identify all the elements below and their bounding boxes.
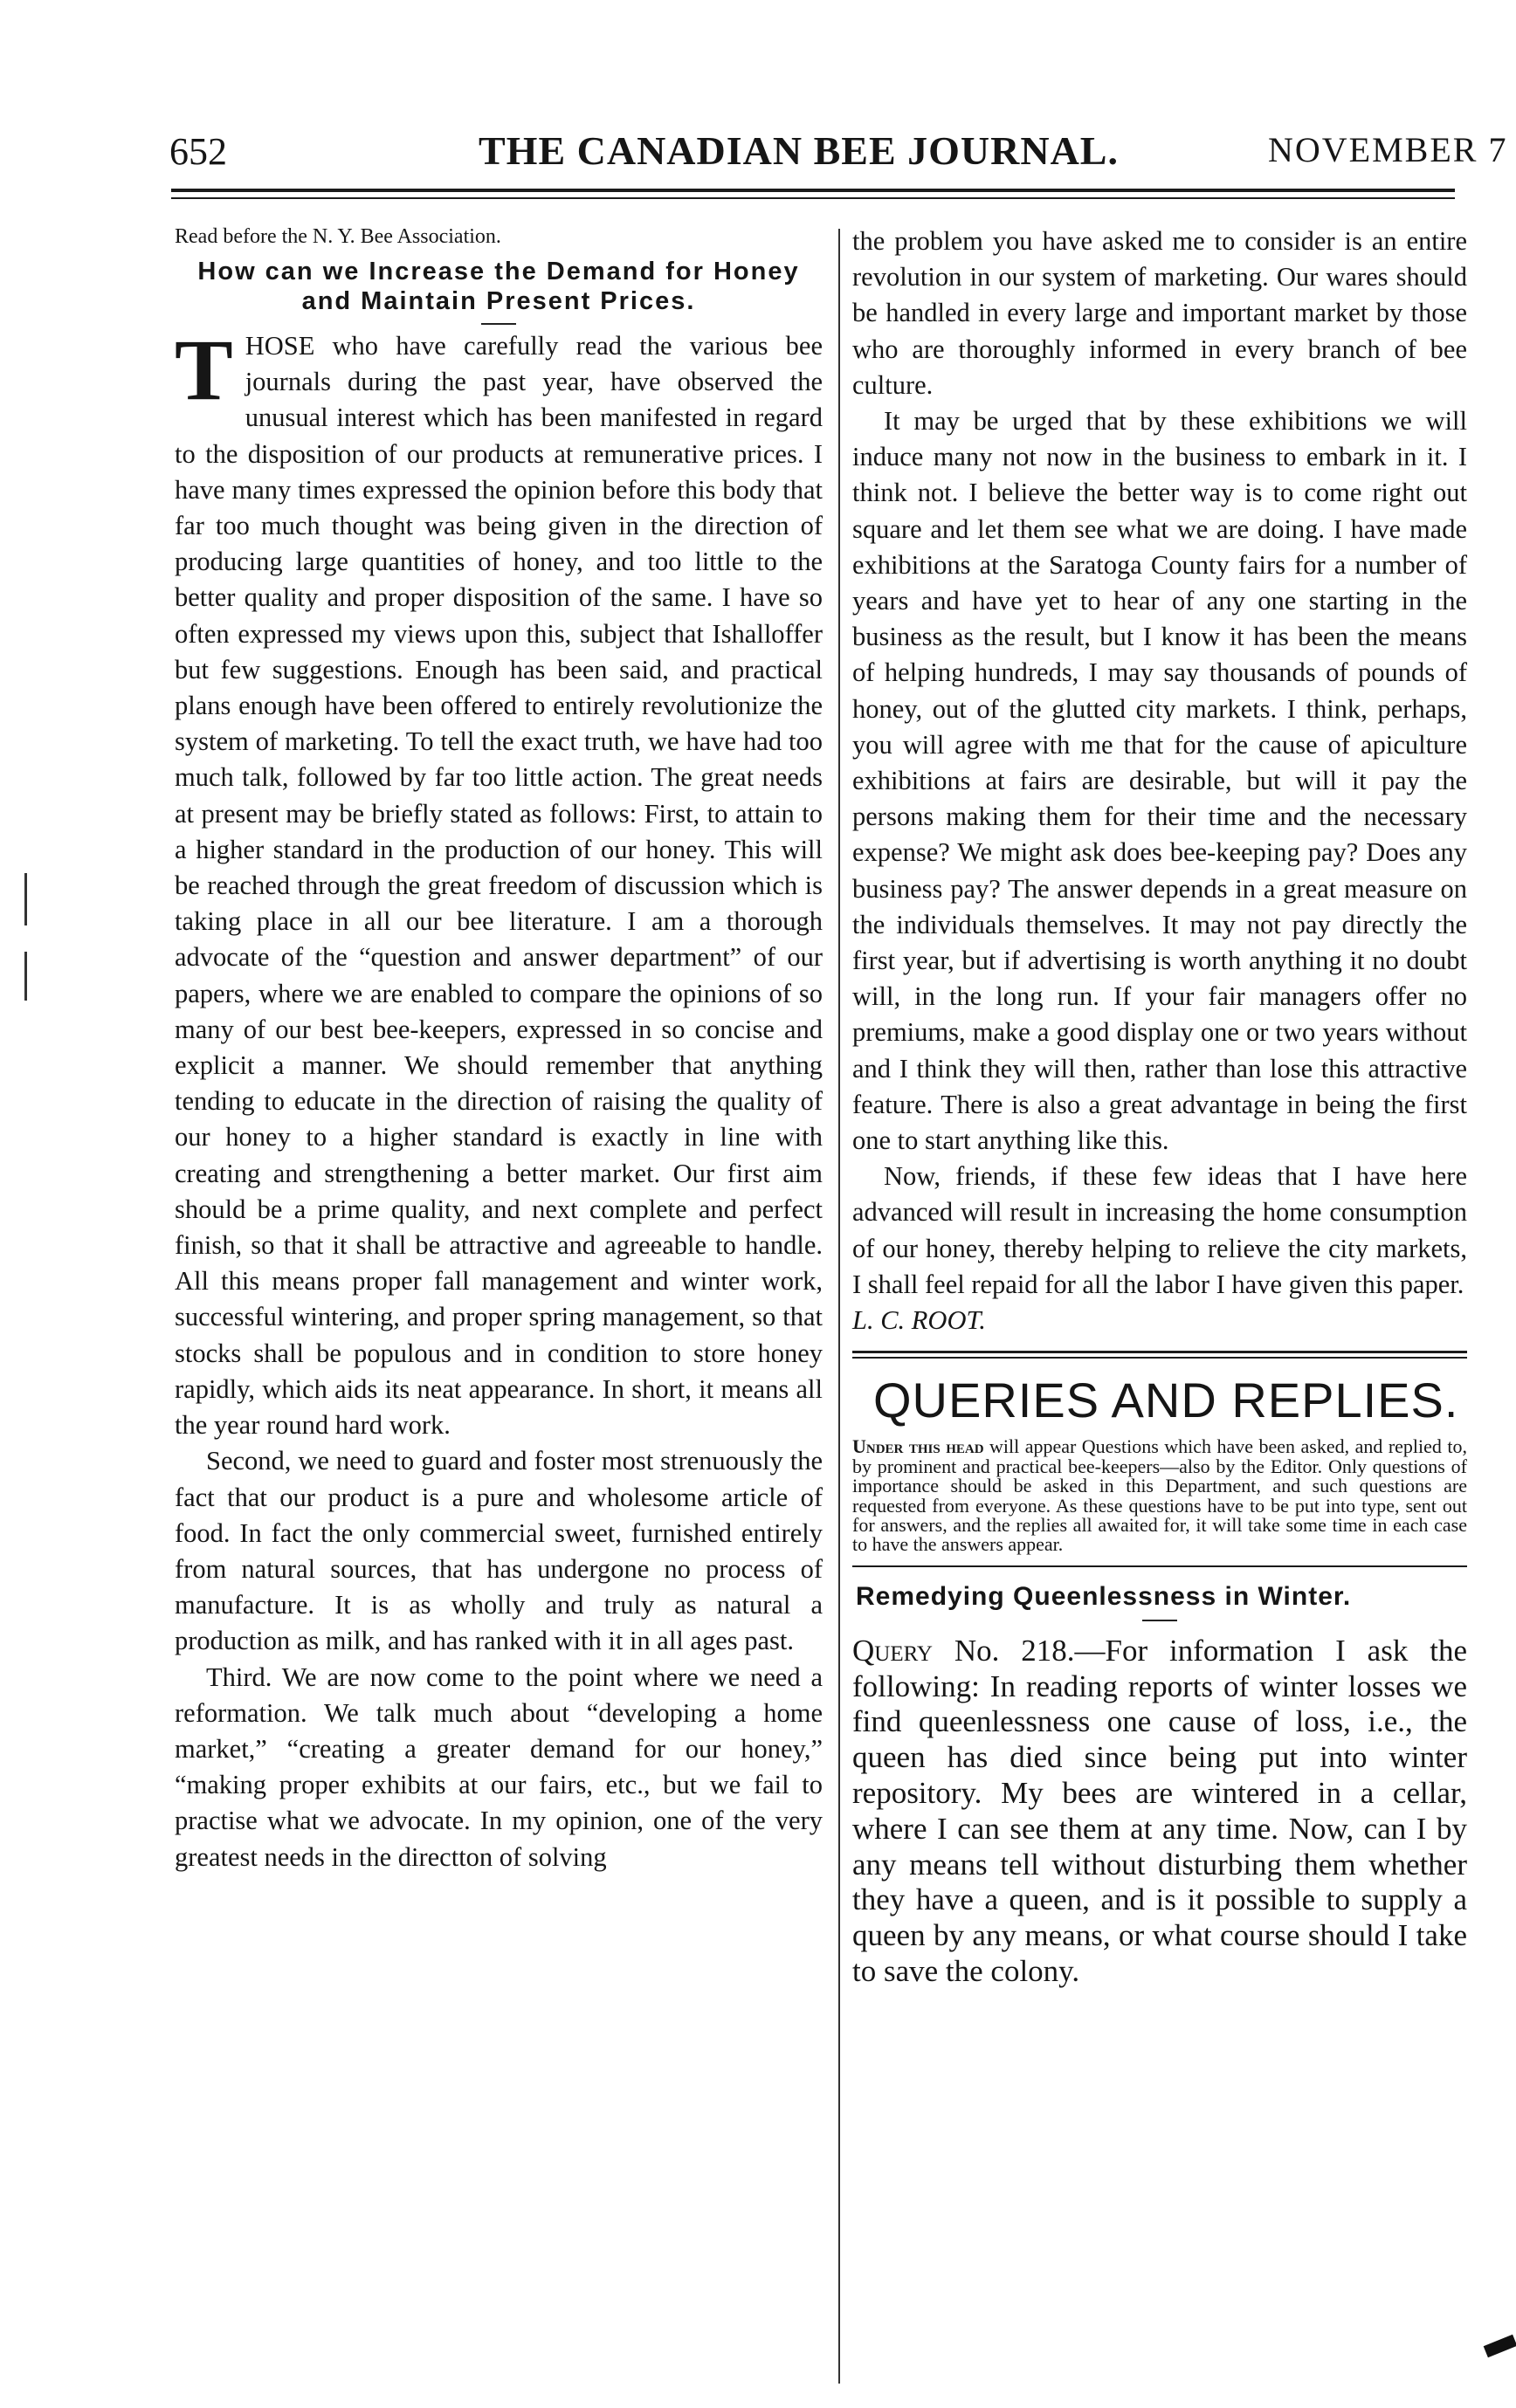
article-paragraph: It may be urged that by these exhibitions we will induce many not now in the business to embark in it. I think not. I believe the better way is to come right out square and let them see what we are doing. I have made exhibitions at the Saratoga County fairs for a number of years and have yet to hear of any one starting in the business as the result, but I know it has been the means of helping hundreds, I may say thousands of pounds of honey, out of the glutted city markets. I think, perhaps, you will agree with me that for the cause of apiculture exhibitions at fairs are desirable, but will it pay the persons making them for their time and the necessary expense? We might ask does bee-keeping pay? Does any business pay? The answer depends in a great measure on the individuals themselves. It may not pay directly the first year, but if advertising is worth anything it no doubt will, in the long run. If your fair managers offer no premiums, make a good display one or two years without and I think they will then, rather than lose this attractive feature. There is also a great advantage in being the first one to start anything like this. — [852, 406, 1467, 1156]
query-lead: Query — [852, 1633, 933, 1668]
section-rule — [852, 1565, 1467, 1567]
article-paragraph: Now, friends, if these few ideas that I have here advanced will result in increasing the home consumption of our honey, thereby helping to relieve the city markets, I shall feel repaid for all the labor I have given this paper. — [852, 1161, 1467, 1299]
query-title: Remedying Queenlessness in Winter. — [856, 1581, 1352, 1611]
queries-intro — [852, 1437, 1467, 1554]
author-signature: L. C. ROOT. — [852, 1305, 986, 1336]
article-title: How can we Increase the Demand for Honey and Maintain Present Prices. — [197, 258, 800, 315]
article-paragraph: Third. We are now come to the point where we need a reformation. We talk much about “developing a home market,” “creating a greater demand for our honey,” “making proper exhibits at our fairs, etc., but we fail to practise what we advocate. In my opinion, one of the very greatest needs in the directton of solving — [175, 1662, 823, 1872]
section-rule — [852, 1351, 1467, 1353]
query-dash — [1142, 1620, 1177, 1621]
query-text: No. 218.—For information I ask the following: In reading reports of winter losses we find queenlessness one cause of loss, i.e., the queen has died since being put into winter repository. My bees are wintered in a cellar, where I can see them at any time. Now, can I by any means tell without disturbing them whether they have a queen, and is it possible to supply a queen by any means, or what course should I take to save the colony. — [852, 1633, 1467, 1988]
issue-date: NOVEMBER 7 — [1268, 130, 1508, 169]
scan-artifact — [1484, 2335, 1516, 2357]
title-dash — [481, 323, 516, 325]
left-column — [175, 224, 823, 1875]
query-paragraph — [852, 1634, 1467, 1990]
article-paragraph: HOSE who have carefully read the various bee journals during the past year, have observed the unusual interest which has been manifested in regard to the disposition of our products at remunerative prices. I have many times expressed the opinion before this body that far too much thought was being given in the direction of producing large quantities of honey, and too little to the better quality and proper disposition of the same. I have so often expressed my views upon this, subject that Ishalloffer but few suggestions. Enough has been said, and practical plans enough have been offered to entirely revolutionize the system of marketing. To tell the exact truth, we have had too much talk, followed by far too little action. The great needs at present may be briefly stated as follows: First, to attain to a higher standard in the production of our honey. This will be reached through the great freedom of discussion which is taking place in all our bee literature. I am a thorough advocate of the “question and answer department” of our papers, where we are enabled to compare the opinions of so many of our best bee-keepers, expressed in so concise and explicit a manner. We should remember that anything tending to educate in the direction of raising the quality of our honey to a higher standard is exactly in line with creating and strengthening a better market. Our first aim should be a prime quality, and next complete and perfect finish, so that it shall be attractive and agreeable to handle. All this means proper fall management and winter work, successful wintering, and proper spring management, so that stocks shall be populous and in condition to store honey rapidly, which aids its neat appearance. In short, it means all the year round hard work. — [175, 331, 823, 1441]
right-column — [852, 224, 1467, 1990]
article-paragraph: the problem you have asked me to consider is an entire revolution in our system of marketing. Our wares should be handled in every large and important market by those who are thoroughly informed in every branch of bee culture. — [852, 226, 1467, 400]
margin-mark — [24, 952, 27, 1001]
article-paragraph: Second, we need to guard and foster most strenuously the fact that our product is a pure and wholesome article of food. In fact the only commercial sweet, furnished entirely from natural sources, that has undergone no process of manufacture. It is as wholly and truly as natural a production as milk, and has ranked with it in all ages past. — [175, 1446, 823, 1656]
page-number: 652 — [169, 130, 227, 173]
header-rule-thick — [171, 189, 1455, 192]
queries-intro-text: will appear Questions which have been asked, and replied to, by prominent and practical bee-keepers—also by the Editor. Only questions of importance should be asked in this Department, and such questions are requested from everyone. As these questions have to be put into type, sent out for answers, and the replies all awaited for, it will take some time in each case to have the answers appear. — [852, 1435, 1467, 1556]
article-opening — [175, 321, 823, 1443]
journal-title: THE CANADIAN BEE JOURNAL. — [479, 128, 1119, 173]
column-divider — [838, 229, 840, 2384]
drop-cap: T — [175, 321, 233, 418]
page-header — [0, 0, 1516, 201]
margin-mark — [24, 873, 27, 925]
read-before-note: Read before the N. Y. Bee Association. — [175, 225, 501, 248]
queries-section-title: QUERIES AND REPLIES. — [873, 1373, 1459, 1428]
header-rule-thin — [171, 197, 1455, 199]
queries-intro-lead: Under this head — [852, 1435, 984, 1458]
section-rule — [852, 1357, 1467, 1359]
